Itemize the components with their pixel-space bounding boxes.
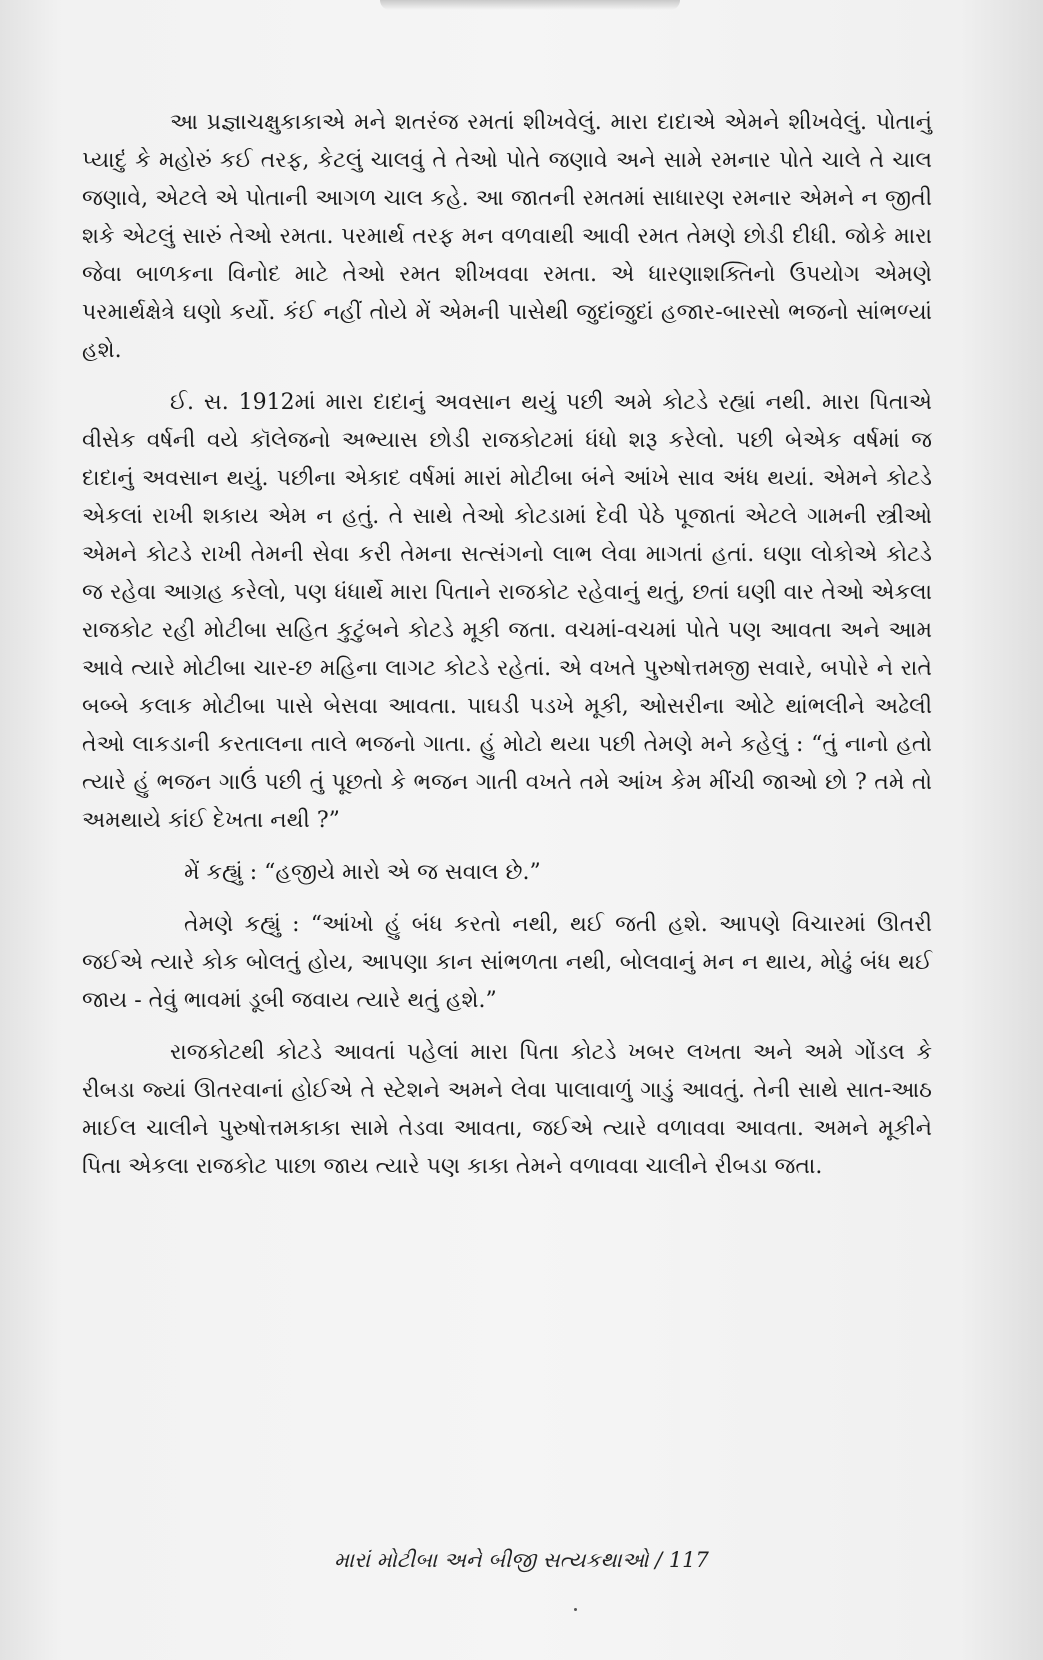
paragraph-5: રાજકોટથી કોટડે આવતાં પહેલાં મારા પિતા કોટડે ખબર લખતા અને અમે ગોંડલ કે રીબડા જ્યાં ઊતરવાનાં હોઈએ તે સ્ટેશને અમને લેવા પાલાવાળું ગાડું આવતું. તેની સાથે સાત-આઠ માઈલ ચાલીને પુરુષોત્તમકાકા સામે તેડવા આવતા, જઈએ ત્યારે વળાવવા આવતા. અમને મૂકીને પિતા એકલા રાજકોટ પાછા જાય ત્યારે પણ કાકા તેમને વળાવવા ચાલીને રીબડા જતા.	[82, 1040, 932, 1179]
print-speck	[574, 1608, 577, 1611]
page-top-shadow	[380, 0, 680, 10]
body-text	[82, 104, 932, 1200]
paragraph-3: મેં કહ્યું : “હજીયે મારો એ જ સવાલ છે.”	[184, 860, 541, 885]
paragraph-1: આ પ્રજ્ઞાચક્ષુકાકાએ મને શતરંજ રમતાં શીખવેલું. મારા દાદાએ એમને શીખવેલું. પોતાનું પ્યાદું કે મહોરું કઈ તરફ, કેટલું ચાલવું તે તેઓ પોતે જણાવે અને સામે રમનાર પોતે ચાલે તે ચાલ જણાવે, એટલે એ પોતાની આગળ ચાલ કહે. આ જાતની રમતમાં સાધારણ રમનાર એમને ન જીતી શકે એટલું સારું તેઓ રમતા. પરમાર્થ તરફ મન વળવાથી આવી રમત તેમણે છોડી દીધી. જોકે મારા જેવા બાળકના વિનોદ માટે તેઓ રમત શીખવવા રમતા. એ ધારણાશક્તિનો ઉપયોગ એમણે પરમાર્થક્ષેત્રે ઘણો કર્યો. કંઈ નહીં તોયે મેં એમની પાસેથી જુદાંજુદાં હજાર-બારસો ભજનો સાંભળ્યાં હશે.	[82, 110, 932, 363]
paragraph-2: ઈ. સ. 1912માં મારા દાદાનું અવસાન થયું પછી અમે કોટડે રહ્યાં નથી. મારા પિતાએ વીસેક વર્ષની વયે કૉલેજનો અભ્યાસ છોડી રાજકોટમાં ધંધો શરૂ કરેલો. પછી બેએક વર્ષમાં જ દાદાનું અવસાન થયું. પછીના એકાદ વર્ષમાં મારાં મોટીબા બંને આંખે સાવ અંધ થયાં. એમને કોટડે એકલાં રાખી શકાય એમ ન હતું. તે સાથે તેઓ કોટડામાં દેવી પેઠે પૂજાતાં એટલે ગામની સ્ત્રીઓ એમને કોટડે રાખી તેમની સેવા કરી તેમના સત્સંગનો લાભ લેવા માગતાં હતાં. ઘણા લોકોએ કોટડે જ રહેવા આગ્રહ કરેલો, પણ ધંધાર્થે મારા પિતાને રાજકોટ રહેવાનું થતું, છતાં ઘણી વાર તેઓ એકલા રાજકોટ રહી મોટીબા સહિત કુટુંબને કોટડે મૂકી જતા. વચમાં-વચમાં પોતે પણ આવતા અને આમ આવે ત્યારે મોટીબા ચાર-છ મહિના લાગટ કોટડે રહેતાં. એ વખતે પુરુષોત્તમજી સવારે, બપોરે ને રાતે બબ્બે કલાક મોટીબા પાસે બેસવા આવતા. પાઘડી પડખે મૂકી, ઓસરીના ઓટે થાંભલીને અઢેલી તેઓ લાકડાની કરતાલના તાલે ભજનો ગાતા. હું મોટો થયા પછી તેમણે મને કહેલું : “તું નાનો હતો ત્યારે હું ભજન ગાઉં પછી તું પૂછતો કે ભજન ગાતી વખતે તમે આંખ કેમ મીંચી જાઓ છો ? તમે તો અમથાયે કાંઈ દેખતા નથી ?”	[82, 390, 932, 833]
paragraph-4: તેમણે કહ્યું : “આંખો હું બંધ કરતો નથી, થઈ જતી હશે. આપણે વિચારમાં ઊતરી જઈએ ત્યારે કોક બોલતું હોય, આપણા કાન સાંભળતા નથી, બોલવાનું મન ન થાય, મોઢું બંધ થઈ જાય - તેવું ભાવમાં ડૂબી જવાય ત્યારે થતું હશે.”	[82, 912, 932, 1013]
page-footer: મારાં મોટીબા અને બીજી સત્યકથાઓ / 117	[334, 1548, 709, 1572]
